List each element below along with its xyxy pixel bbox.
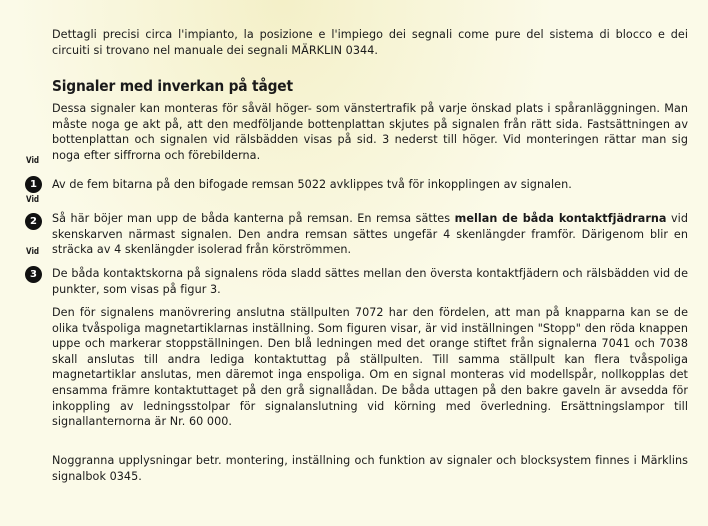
- step-2-text: [52, 211, 688, 258]
- step-1-text: Av de fem bitarna på den bifogade remsan 5022 avklippes två för inkopplingen av signalen.: [52, 178, 572, 191]
- step-2-text-before: Så här böjer man upp de båda kanterna på remsan. En remsa sättes: [52, 212, 455, 225]
- step-2-text-bold: mellan de båda kontaktfjädrarna: [454, 212, 667, 225]
- step-3-marker: Vid: [26, 247, 40, 257]
- section-heading: Signaler med inverkan på tåget: [52, 77, 293, 95]
- step-2-number-icon: 2: [25, 213, 42, 230]
- step-3-text: De båda kontaktskorna på signalens röda sladd sättes mellan den översta kontaktfjädern och rälsbädden vid de punkter, som visas på figur 3.: [52, 267, 688, 296]
- step-1-number-icon: 1: [25, 176, 42, 193]
- step-2-text-after: vid skenskarven närmast signalen. Den andra remsan sättes ungefär 4 skenlängder framför. Därigenom blir en sträcka av 4 skenlängder isolerad från körströmmen.: [52, 212, 688, 257]
- paragraph-signal-book: Noggranna upplysningar betr. montering, inställning och funktion av signaler och blocksystem finnes i Märklins signalbok 0345.: [52, 454, 688, 483]
- intro-paragraph: Dettagli precisi circa l'impianto, la posizione e l'impiego dei segnali come pure del sistema di blocco e dei circuiti si trovano nel manuale dei segnali MÄRKLIN 0344.: [52, 28, 688, 57]
- step-1-marker: Vid: [26, 156, 40, 166]
- paragraph-mounting: Dessa signaler kan monteras för såväl höger- som vänstertrafik på varje önskad plats i spåranläggningen. Man måste noga ge akt på, att den medföljande bottenplattan skjutes på signalen från rätt sida. Fastsättningen av bottenplattan och signalen vid rälsbädden visas på sid. 3 nederst till höger. Vid monteringen rättar man sig noga efter siffrorna och förebilderna.: [52, 102, 688, 162]
- step-3-number-icon: 3: [25, 266, 42, 283]
- paragraph-control-panel: Den för signalens manövrering anslutna ställpulten 7072 har den fördelen, att man på knapparna kan se de olika tvåspoliga magnetartiklarnas inställning. Som figuren visar, är vid inställningen "Stopp" den röda knappen uppe och markerar stoppställningen. Den blå ledningen med det orange stiftet från signalerna 7041 och 7038 skall anslutas till andra lediga kontaktuttag på ställpulten. Till samma ställpult kan flera tvåspoliga magnetartiklar anslutas, men däremot inga enspoliga. Om en signal monteras vid modellspår, nollkopplas det ensamma främre kontaktuttaget på den grå signallådan. De båda uttagen på den bakre gaveln är avsedda för inkoppling av ledningsstolpar för signalanslutning vid körning med överledning. Ersättningslampor till signallanternorna är Nr. 60 000.: [52, 306, 688, 429]
- step-2-marker: Vid: [26, 195, 40, 205]
